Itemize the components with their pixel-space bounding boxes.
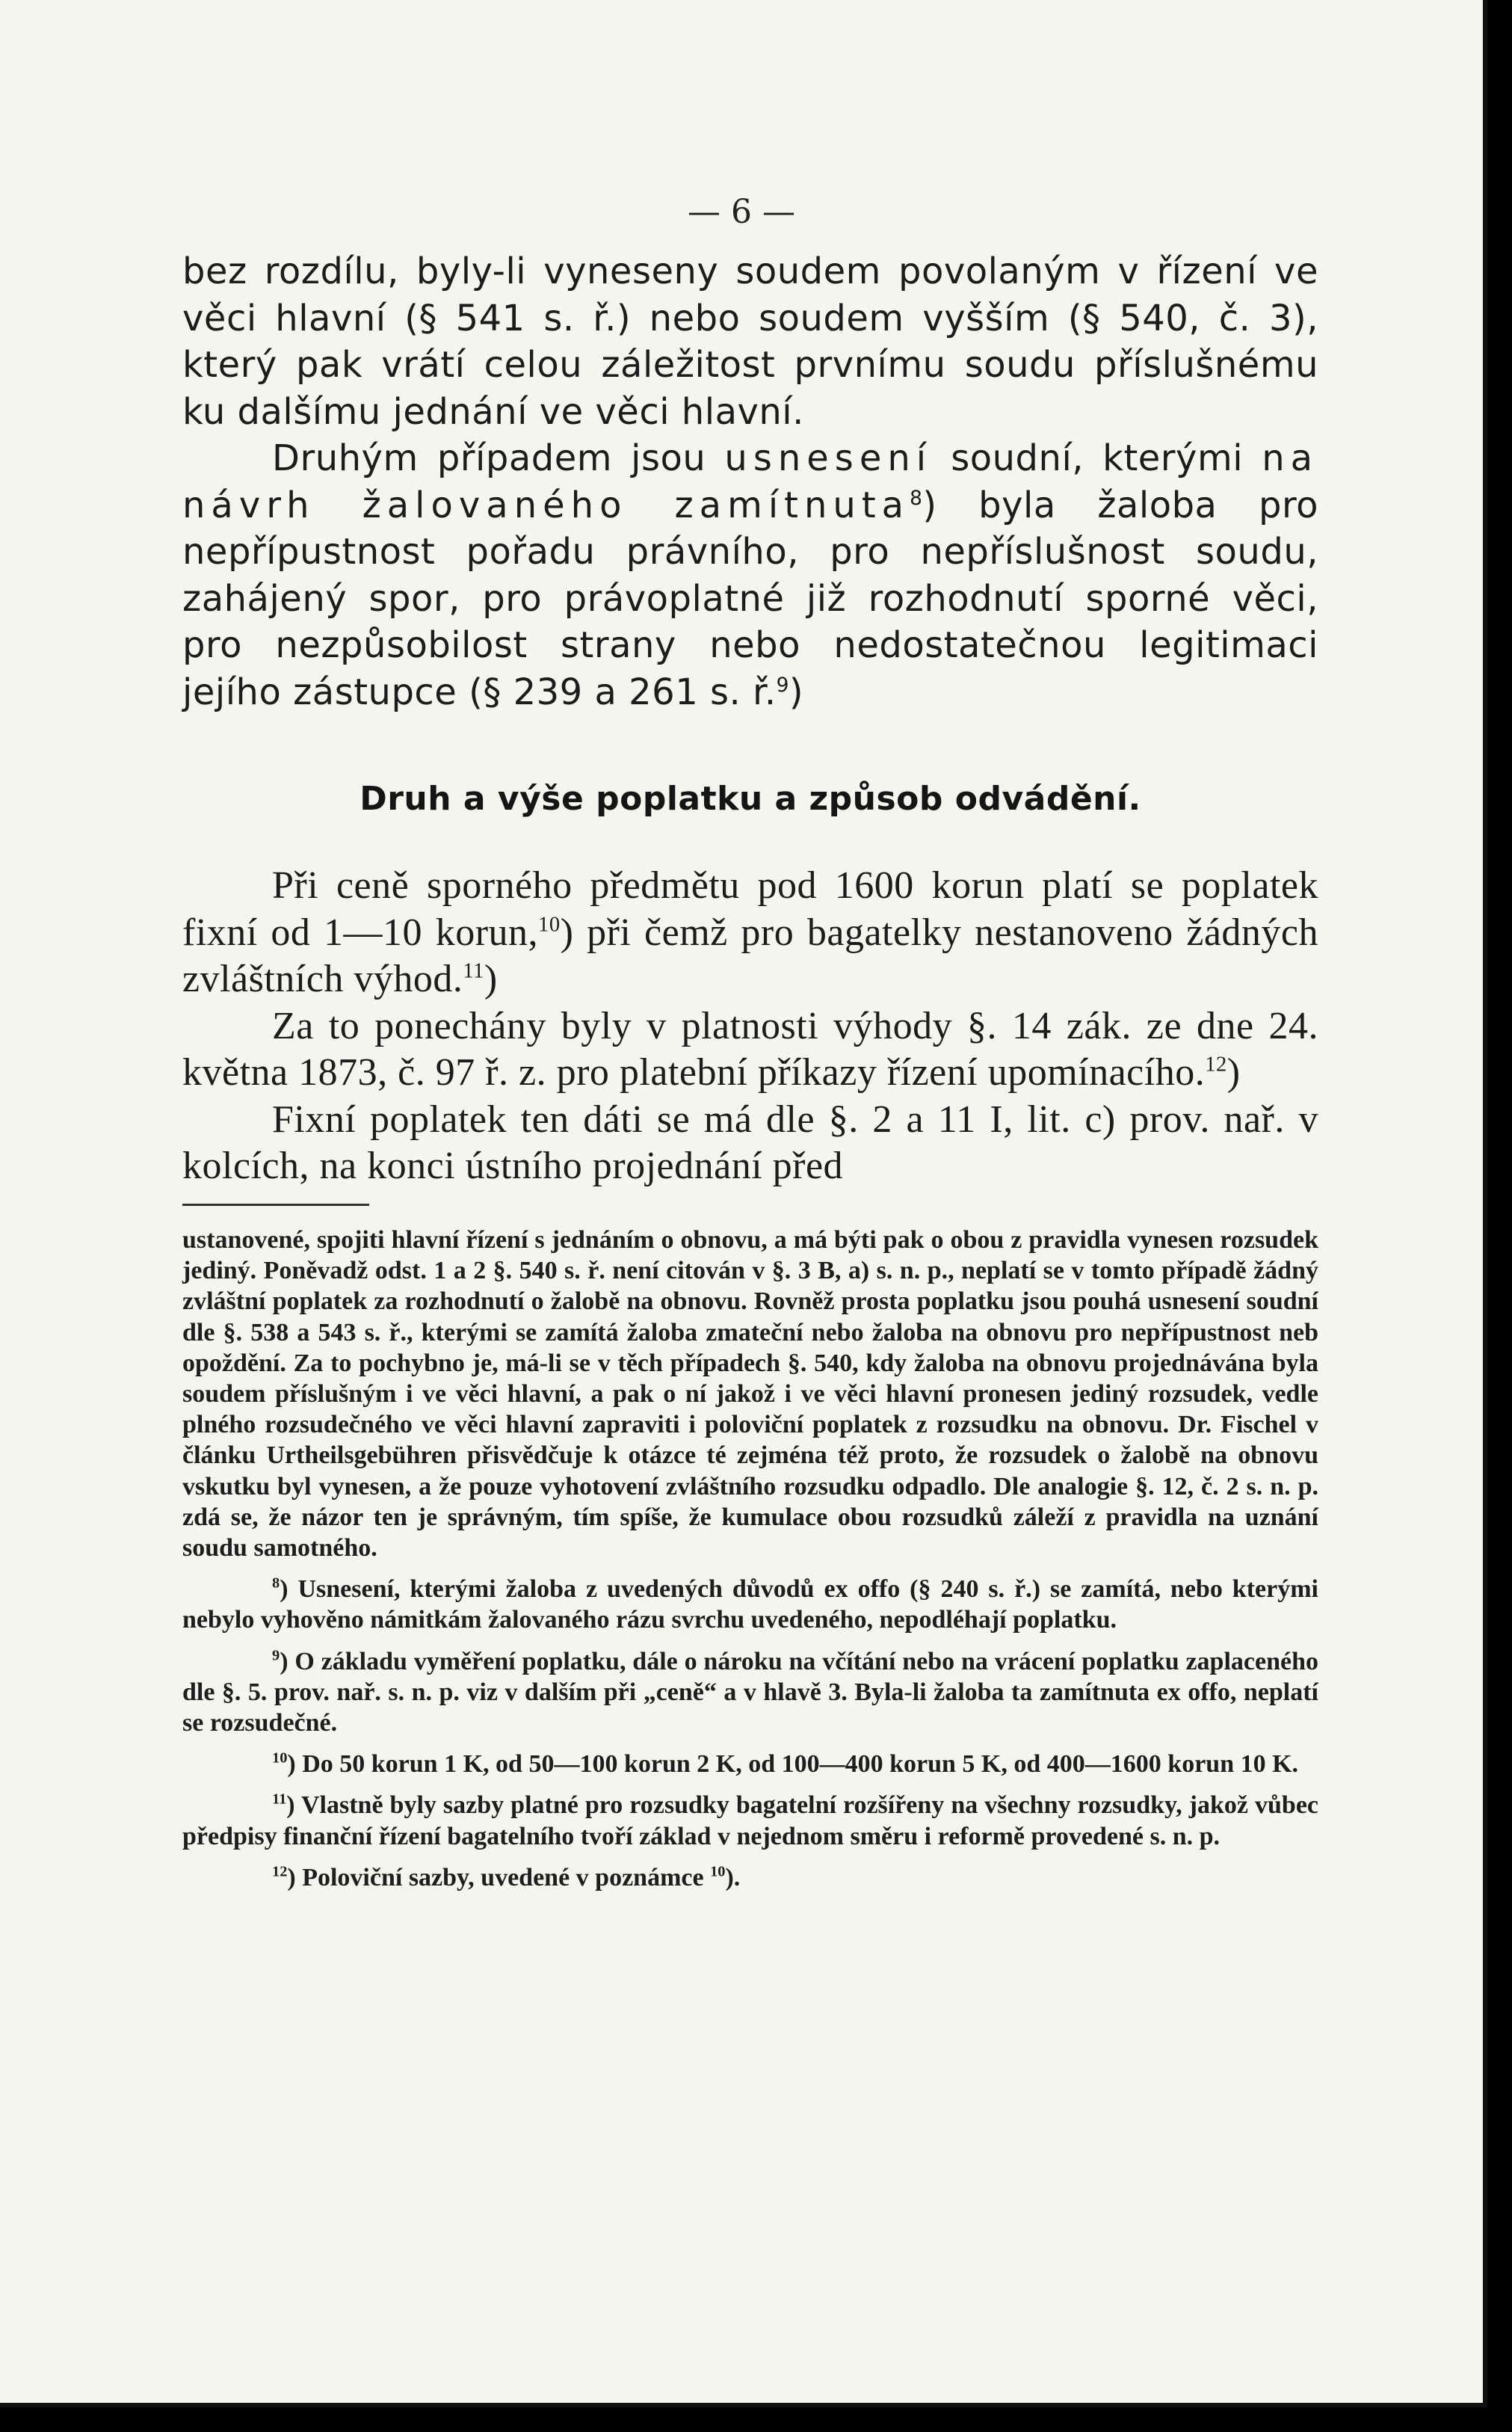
page-number: — 6 — bbox=[688, 193, 795, 231]
footnote-9 bbox=[182, 1646, 1318, 1739]
footnote-8 bbox=[182, 1574, 1318, 1635]
footnote-text: ) Usnesení, kterými žaloba z uvedených důvodů ex offo (§ 240 s. ř.) se zamítá, nebo kterými nebylo vyhověno námitkám žalovaného rázu svrchu uvedeného, nepodléhají poplatku. bbox=[182, 1575, 1318, 1634]
footnote-text: ) O základu vyměření poplatku, dále o nároku na včítání nebo na vrácení poplatku zaplaceného dle §. 5. prov. nař. s. n. p. viz v dalším při „ceně“ a v hlavě 3. Byla-li žaloba ta zamítnuta ex offo, neplatí se rozsudečné. bbox=[182, 1647, 1318, 1737]
footnote-mark: 11 bbox=[272, 1791, 287, 1808]
paragraph-2-text: soudní, kterými bbox=[951, 437, 1244, 479]
footnote-ref-10: 10 bbox=[710, 1863, 726, 1880]
footnote-ref-10: 10 bbox=[538, 913, 561, 937]
footnote-mark: 12 bbox=[272, 1863, 288, 1880]
paragraph-4-text: Za to ponechány byly v platnosti výhody §. 14 zák. ze dne 24. května 1873, č. 97 ř. z. pro platební příkazy řízení upomínacího. bbox=[182, 1004, 1318, 1094]
footnotes bbox=[182, 1225, 1318, 1903]
section-heading: Druh a výše poplatku a způsob odvádění. bbox=[360, 780, 1141, 818]
footnote-10 bbox=[182, 1749, 1318, 1779]
spaced-usneseni: usnesení bbox=[724, 437, 933, 479]
paragraph-5: Fixní poplatek ten dáti se má dle §. 2 a 11 I, lit. c) prov. nař. v kolcích, na konci ústního projednání před bbox=[182, 1098, 1318, 1187]
paragraph-2 bbox=[182, 435, 1318, 715]
footnote-text: ) Do 50 korun 1 K, od 50—100 korun 2 K, od 100—400 korun 5 K, od 400—1600 korun 10 K. bbox=[287, 1750, 1299, 1779]
footnote-ref-12: 12 bbox=[1205, 1053, 1227, 1077]
paragraph-4-text: ) bbox=[1226, 1051, 1241, 1094]
paragraph-2-text: Druhým případem jsou bbox=[272, 437, 706, 479]
footnote-divider bbox=[182, 1204, 369, 1206]
paragraph-3 bbox=[182, 863, 1318, 1003]
footnote-11 bbox=[182, 1790, 1318, 1851]
footnote-12 bbox=[182, 1862, 1318, 1893]
footnote-mark: 9 bbox=[272, 1647, 280, 1664]
paragraph-1: bez rozdílu, byly-li vyneseny soudem povolaným v řízení ve věci hlavní (§ 541 s. ř.) nebo soudem vyšším (§ 540, č. 3), který pak vrátí celou záležitost prvnímu soudu příslušnému ku dalšímu jednání ve věci hlavní. bbox=[182, 250, 1318, 433]
paragraph-3-text: ) při čemž pro bagatelky nestanoveno žádných zvláštních výhod. bbox=[182, 911, 1318, 1000]
paragraph-2-text: ) byla žaloba pro nepřípustnost pořadu právního, pro nepříslušnost soudu, zahájený spor, pro právoplatné již rozhodnutí sporné věci, pro nezpůsobilost strany nebo nedostatečnou legitimaci jejího zástupce (§ 239 a 261 s. ř. bbox=[182, 484, 1318, 713]
paragraph-3-text: ) bbox=[484, 958, 498, 1000]
footnote-ref-8: 8 bbox=[910, 486, 923, 510]
paragraph-4 bbox=[182, 1003, 1318, 1097]
footnote-ref-9: 9 bbox=[776, 673, 789, 697]
footnote-mark: 8 bbox=[272, 1574, 280, 1592]
footnote-text: ) Poloviční sazby, uvedené v poznámce bbox=[287, 1863, 711, 1891]
paragraph-2-text: ) bbox=[789, 671, 804, 713]
footnote-mark: 10 bbox=[272, 1749, 288, 1767]
main-text bbox=[182, 248, 1318, 1190]
footnote-text: ) Vlastně byly sazby platné pro rozsudky bagatelní rozšířeny na všechny rozsudky, jakož vůbec předpisy finanční řízení bagatelního tvoří základ v nejednom směru i reformě provedené s. n. p. bbox=[182, 1791, 1318, 1850]
footnote-text: ). bbox=[725, 1863, 741, 1891]
paragraph-3-text: Při ceně sporného předmětu pod 1600 korun platí se poplatek fixní od 1—10 korun, bbox=[182, 864, 1318, 954]
footnote-ref-11: 11 bbox=[463, 959, 484, 983]
spaced-navrh: na návrh žalovaného zamítnuta bbox=[182, 437, 1319, 526]
footnote-continuation: ustanovené, spojiti hlavní řízení s jednáním o obnovu, a má býti pak o obou z pravidla vynesen rozsudek jediný. Poněvadž odst. 1 a 2 §. 540 s. ř. není citován v §. 3 B, a) s. n. p., neplatí se v tomto případě žádný zvláštní poplatek za rozhodnutí o žalobě na obnovu. Rovněž prosta poplatku jsou pouhá usnesení soudní dle §. 538 a 543 s. ř., kterými se zamítá žaloba zmateční nebo žaloba na obnovu pro nepřípustnost neb opoždění. Za to pochybno je, má-li se v těch případech §. 540, kdy žaloba na obnovu projednávána byla soudem příslušným i ve věci hlavní, a pak o ní jakož i ve věci hlavní pronesen jediný rozsudek, vedle plného rozsudečného ve věci hlavní zapraviti i poloviční poplatek z rozsudku na obnovu. Dr. Fischel v článku Urtheilsgebühren přisvědčuje k otázce té zejména též proto, že rozsudek o žalobě na obnovu vskutku byl vynesen, a že pouze vyhotovení zvláštního rozsudku odpadlo. Dle analogie §. 12, č. 2 s. n. p. zdá se, že názor ten je správným, tím spíše, že kumulace obou rozsudků záleží z pravidla na uznání soudu samotného. bbox=[182, 1226, 1318, 1563]
